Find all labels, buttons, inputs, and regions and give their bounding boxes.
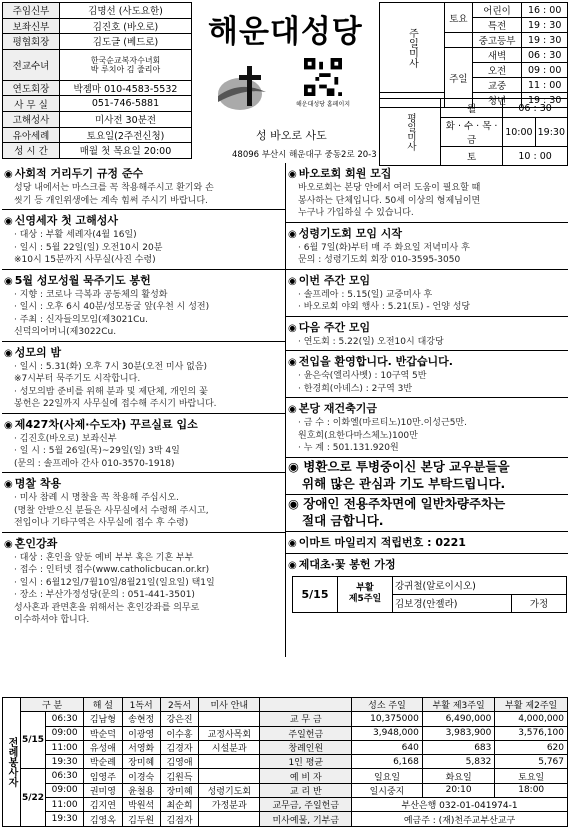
table-cell: 송현정	[122, 712, 160, 726]
bullet-icon: ◉	[4, 538, 13, 550]
notice-distancing	[4, 166, 285, 207]
notice-title: 성모의 밤	[14, 345, 62, 359]
table-cell: 유성애	[84, 740, 122, 754]
notice-title: 위해 많은 관심과 기도 부탁드립니다.	[302, 475, 506, 491]
weekday-mass-label: 평일미사	[380, 99, 441, 166]
table-cell: 교무금, 주일헌금	[260, 798, 352, 812]
mass-name: 어린이	[472, 3, 522, 18]
notice-title: 절대 금합니다.	[302, 512, 384, 528]
account-holder: 예금주 : (재)천주교부산교구	[352, 812, 568, 826]
notice-line: 바오로회는 본당 안에서 여러 도움이 필요할 때	[298, 183, 481, 193]
notice-altar-offering	[288, 557, 568, 613]
week-date: 5/22	[21, 769, 46, 826]
table-cell: 이수홍	[160, 726, 198, 740]
staff-label: 유아세례	[3, 127, 60, 143]
staff-label: 성 시 간	[3, 143, 60, 159]
liturgy-side-label: 전례봉사자	[3, 698, 21, 827]
notice-emart	[288, 535, 568, 551]
table-cell: 김점자	[160, 812, 198, 826]
table-cell: 장미혜	[122, 755, 160, 769]
table-cell: 미사예물, 기부금	[260, 812, 352, 826]
notice-line: · 누 계 : 501.131.920원	[298, 443, 399, 453]
notice-line: · 연도회 : 5.22(일) 오전10시 대강당	[298, 336, 444, 347]
staff-value: 미사전 30분전	[60, 111, 192, 127]
table-cell	[199, 769, 260, 783]
table-cell: 가정분과	[199, 798, 260, 812]
notice-line: 봉사하는 단체입니다. 50세 이상의 형제님이면	[298, 195, 481, 206]
table-header: 해 설	[84, 698, 122, 712]
table-cell: 김원득	[160, 769, 198, 783]
weekday-time: 19:30	[535, 118, 567, 147]
table-header	[260, 698, 352, 712]
table-header: 구 분	[21, 698, 84, 712]
bullet-icon: ◉	[288, 537, 297, 549]
sunday-mass-label: 주일미사	[380, 3, 445, 93]
sunday-mass-table	[379, 2, 568, 108]
notice-parking	[288, 495, 568, 529]
table-cell: 09:00	[46, 783, 84, 797]
table-cell: 이광영	[122, 726, 160, 740]
notice-line: · 대상 : 혼인을 앞둔 예비 부부 혹은 기혼 부부	[14, 552, 194, 563]
notice-cursillo	[4, 417, 285, 471]
table-header: 1독서	[122, 698, 160, 712]
notice-line: (명찰 안받으신 분들은 사무실에서 수령해 주시고,	[14, 505, 209, 516]
table-cell: 18:00	[495, 783, 568, 797]
bullet-icon: ◉	[4, 275, 13, 287]
table-cell: 교 무 금	[260, 712, 352, 726]
mass-time: 09 : 00	[522, 63, 568, 78]
notice-line: · 솔프레아 : 5.15(일) 교중미사 후	[298, 289, 433, 300]
notice-line: 이수하셔야 합니다.	[14, 615, 90, 625]
notice-title: 이번 주간 모임	[298, 273, 371, 287]
notice-title: 제대초·꽃 봉헌 가정	[298, 557, 396, 571]
table-cell: 박순례	[84, 755, 122, 769]
table-cell: 19:30	[46, 812, 84, 826]
church-address: 48096 부산시 해운대구 중동2로 20-3	[232, 150, 377, 160]
mass-name: 새벽	[472, 48, 522, 63]
table-header: 부활 제3주일	[422, 698, 495, 712]
table-cell: 6,168	[352, 755, 423, 769]
notice-line: · 6월 7일(화)부터 매 주 화요일 저녁미사 후	[298, 242, 470, 253]
notice-line: · 일시 : 5.31(화) 오후 7시 30분(오전 미사 없음)	[14, 361, 208, 372]
table-cell: 창례인원	[260, 740, 352, 754]
notice-title: 성령기도회 모임 시작	[298, 226, 403, 240]
table-cell: 06:30	[46, 712, 84, 726]
bullet-icon: ◉	[4, 169, 13, 180]
notice-welcome	[288, 354, 568, 395]
notice-line: 씻기 등 개인위생에는 계속 힘써 주시기 바랍니다.	[14, 195, 208, 206]
notice-line: · 일시 : 6월12일/7월10일/8월21일(일요일) 택1일	[14, 577, 215, 588]
notice-title: 이마트 마일리지 적립번호 : 0221	[298, 535, 466, 549]
table-cell: 권미영	[84, 783, 122, 797]
saturday-label: 토요	[445, 3, 473, 33]
staff-value: 김명선 (사도요한)	[60, 3, 192, 19]
staff-value: 매월 첫 목요일 20:00	[60, 143, 192, 159]
notice-title: 바오로회 회원 모집	[298, 167, 392, 180]
table-header: 성소 주일	[352, 698, 423, 712]
notice-line: · 한경희(아녜스) : 2구역 3반	[298, 383, 413, 394]
table-cell: 1인 평균	[260, 755, 352, 769]
staff-label: 연도회장	[3, 80, 60, 96]
notice-title: 혼인강좌	[14, 536, 58, 550]
table-cell: 강은진	[160, 712, 198, 726]
table-cell: 교정사목회	[199, 726, 260, 740]
table-cell: 3,948,000	[352, 726, 423, 740]
notice-title: 다음 주간 모임	[298, 320, 371, 334]
weekday-time: 10:00	[503, 118, 535, 147]
table-cell	[199, 812, 260, 826]
table-cell: 화요일	[422, 769, 495, 783]
notice-line: · 일시 : 5월 22일(일) 오전10시 20분	[14, 242, 163, 253]
staff-label: 전교수녀	[3, 49, 60, 80]
mass-name: 오전	[472, 63, 522, 78]
table-cell	[199, 712, 260, 726]
weekday-time: 06 : 30	[503, 99, 568, 118]
notice-line: · 김진호(바오로) 보좌신부	[14, 433, 117, 444]
sisters-congregation: 한국순교복자수녀회	[90, 55, 161, 65]
table-cell: 최순희	[160, 798, 198, 812]
weekday-mass-table	[379, 98, 568, 166]
table-cell: 토요일	[495, 769, 568, 783]
table-cell: 김경자	[160, 740, 198, 754]
weekday-time: 10 : 00	[503, 147, 568, 166]
staff-label: 평협회장	[3, 34, 60, 50]
notice-line: 누구나 가입하실 수 있습니다.	[298, 208, 414, 218]
bullet-icon: ◉	[288, 169, 297, 180]
table-cell: 임영주	[84, 769, 122, 783]
notice-line: 전입이나 기타구역은 사무실에 접수 후 수령)	[14, 518, 189, 528]
notice-line: · 미사 참례 시 명찰을 꼭 착용해 주십시오.	[14, 493, 179, 503]
notice-line: · 대상 : 부활 세례자(4월 16일)	[14, 230, 137, 240]
notice-title: 명찰 착용	[14, 477, 62, 490]
table-cell: 김지연	[84, 798, 122, 812]
staff-label: 주임신부	[3, 3, 60, 19]
mass-name: 청년	[472, 93, 522, 108]
notice-marian-night	[4, 345, 285, 411]
notice-title: 본당 재건축기금	[298, 402, 377, 415]
table-cell	[199, 755, 260, 769]
offering-date: 5/15	[293, 576, 338, 612]
notice-line: 문의 : 성령기도회 회장 010-3595-3050	[298, 255, 461, 265]
table-cell: 김두원	[122, 812, 160, 826]
notice-line: · 성모의밤 준비를 위해 분과 및 제단체, 개인의 꽃	[14, 386, 208, 397]
bullet-icon: ◉	[4, 479, 13, 490]
bullet-icon: ◉	[288, 559, 297, 571]
church-title: 해운대성당	[208, 14, 363, 50]
offering-family: 김보경(안젤라)	[393, 594, 512, 612]
table-cell: 19:30	[46, 755, 84, 769]
table-cell: 10,375000	[352, 712, 423, 726]
table-cell: 06:30	[46, 769, 84, 783]
table-cell: 장미혜	[160, 783, 198, 797]
table-cell: 4,000,000	[495, 712, 568, 726]
notice-title: 장애인 전용주차면에 일반차량주차는	[303, 495, 506, 511]
staff-value: 박젬마 010-4583-5532	[60, 80, 192, 96]
table-cell: 20:10	[422, 783, 495, 797]
notice-next-week	[288, 320, 568, 349]
table-header: 미사 안내	[199, 698, 260, 712]
table-cell: 11:00	[46, 798, 84, 812]
notice-line: · 윤은숙(엘리사벳) : 10구역 5반	[298, 371, 427, 381]
table-cell: 일시중지	[352, 783, 423, 797]
week-date: 5/15	[21, 712, 46, 769]
weekday-day: 토	[441, 147, 503, 166]
weekday-day: 화 · 수 · 목 · 금	[441, 118, 503, 147]
staff-label: 사 무 실	[3, 96, 60, 112]
bullet-icon: ◉	[4, 347, 13, 359]
notice-title: 병환으로 투병중이신 본당 교우분들을	[303, 458, 510, 474]
staff-value: 김진호 (바오로)	[60, 18, 192, 34]
table-cell: 6,490,000	[422, 712, 495, 726]
staff-table	[2, 2, 192, 159]
bullet-icon: ◉	[288, 228, 297, 240]
staff-value: 토요일(2주전신청)	[60, 127, 192, 143]
liturgy-finance-table	[2, 697, 568, 827]
mass-name: 교중	[472, 78, 522, 93]
table-header: 부활 제2주일	[495, 698, 568, 712]
bullet-icon: ◉	[4, 216, 13, 227]
notice-building-fund	[288, 401, 568, 455]
mass-time: 19 : 30	[522, 18, 568, 33]
notice-line: · 일시 : 오후 6시 40분/성모동굴 앞(우천 시 성전)	[14, 302, 210, 312]
notice-line: 봉헌은 22일까지 사무실에 접수해 주시기 바랍니다.	[14, 399, 217, 409]
notice-title: 5월 성모성월 묵주기도 봉헌	[14, 273, 151, 287]
notice-title: 사회적 거리두기 규정 준수	[14, 167, 144, 180]
bullet-icon: ◉	[288, 495, 304, 511]
mass-name: 중고등부	[472, 33, 522, 48]
table-cell: 09:00	[46, 726, 84, 740]
qr-code-icon[interactable]	[304, 58, 342, 96]
notice-marriage-course	[4, 536, 285, 627]
notice-line: · 주최 : 신자들의모임(제3021Cu.	[14, 314, 148, 325]
table-cell: 서영화	[122, 740, 160, 754]
staff-value	[60, 49, 192, 80]
bullet-icon: ◉	[288, 458, 304, 474]
left-notices	[2, 163, 286, 657]
staff-value: 051-746-5881	[60, 96, 192, 112]
table-cell: 시설분과	[199, 740, 260, 754]
bank-account: 부산은행 032-01-041974-1	[352, 798, 568, 812]
qr-caption: 해운대성당 홈페이지	[296, 101, 351, 108]
notice-line: · 바오로회 야외 행사 : 5.21(토) - 언양 성당	[298, 302, 471, 312]
bullet-icon: ◉	[288, 322, 297, 334]
sisters-names: 박 루치아 김 줄리아	[90, 64, 161, 74]
header-center	[196, 0, 378, 163]
offering-table	[292, 576, 567, 613]
notice-line: 원호희(요한다마스체노)100만	[298, 430, 418, 441]
notice-line: 신덕의어머니(제3022Cu.	[14, 327, 117, 337]
table-cell: 예 비 자	[260, 769, 352, 783]
notice-line: ※10시 15분까지 사무실(사진 수령)	[14, 255, 156, 265]
offering-family: 강귀철(알로이시오)	[393, 576, 567, 594]
table-cell: 박순덕	[84, 726, 122, 740]
notice-line: · 지향 : 코로나 극복과 공동체의 활성화	[14, 289, 168, 300]
notice-line: 성사혼과 관면혼을 위해서는 혼인강좌를 의무로	[14, 602, 200, 613]
table-cell: 이경숙	[122, 769, 160, 783]
bullet-icon: ◉	[288, 404, 297, 415]
notice-line: · 일 시 : 5월 26일(목)~29일(일) 3박 4일	[14, 446, 180, 456]
mass-time: 06 : 30	[522, 48, 568, 63]
table-cell: 성령기도회	[199, 783, 260, 797]
notice-line: · 장소 : 부산가정성당(문의 : 051-441-3501)	[14, 590, 195, 600]
mass-time: 11 : 00	[522, 78, 568, 93]
notice-line: (문의 : 솔프레아 간사 010-3570-1918)	[14, 458, 175, 469]
bulletin-header	[0, 0, 570, 163]
table-header: 2독서	[160, 698, 198, 712]
notice-title: 전입을 환영합니다. 반갑습니다.	[298, 355, 453, 368]
weekday-day: 월	[441, 99, 503, 118]
bullet-icon: ◉	[4, 419, 13, 431]
notice-line: · 접수 : 인터넷 접수(www.catholicbucan.or.kr)	[14, 565, 210, 575]
church-logo-icon	[214, 62, 272, 114]
notice-name-tag	[4, 476, 285, 530]
notice-first-confession	[4, 213, 285, 267]
offering-family-suffix: 가정	[512, 594, 567, 612]
notice-title: 신영세자 첫 고해성사	[14, 214, 119, 227]
table-cell: 윤철용	[122, 783, 160, 797]
table-cell: 3,576,100	[495, 726, 568, 740]
mass-time: 19 : 30	[522, 93, 568, 108]
mass-name: 특전	[472, 18, 522, 33]
mass-time: 16 : 00	[522, 3, 568, 18]
staff-value: 김도글 (베드로)	[60, 34, 192, 50]
table-cell: 박원석	[122, 798, 160, 812]
notice-line: 성당 내에서는 마스크를 꼭 착용해주시고 환기와 손	[14, 183, 214, 193]
notice-paul-society	[288, 166, 568, 220]
staff-label: 고해성사	[3, 111, 60, 127]
right-notices	[286, 163, 568, 657]
table-cell: 5,767	[495, 755, 568, 769]
offering-mass: 제5주일	[348, 594, 382, 604]
notice-rosary	[4, 273, 285, 339]
table-cell: 김영애	[160, 755, 198, 769]
table-cell: 교 리 반	[260, 783, 352, 797]
mass-time: 19 : 30	[522, 33, 568, 48]
table-cell: 5,832	[422, 755, 495, 769]
notice-charismatic	[288, 226, 568, 267]
table-cell: 일요일	[352, 769, 423, 783]
notice-line: · 금 수 : 이화옐(마르티노)10만.이성근5만.	[298, 418, 467, 428]
table-cell: 11:00	[46, 740, 84, 754]
table-cell: 김영옥	[84, 812, 122, 826]
bullet-icon: ◉	[288, 275, 297, 287]
table-cell: 640	[352, 740, 423, 754]
sunday-label: 주일	[445, 48, 473, 108]
table-cell: 주일헌금	[260, 726, 352, 740]
notice-prayer-sick	[288, 458, 568, 492]
table-cell: 김남형	[84, 712, 122, 726]
notice-line: ※7시부터 묵주기도 시작합니다.	[14, 374, 141, 384]
parish-patron: 성 바오로 사도	[256, 129, 327, 142]
bullet-icon: ◉	[288, 357, 297, 368]
table-cell: 3,983,900	[422, 726, 495, 740]
notice-this-week	[288, 273, 568, 314]
table-cell: 620	[495, 740, 568, 754]
offering-mass: 부활	[356, 583, 374, 593]
notice-title: 제427차(사제·수도자) 꾸르실료 입소	[14, 417, 198, 431]
staff-label: 보좌신부	[3, 18, 60, 34]
table-cell: 683	[422, 740, 495, 754]
